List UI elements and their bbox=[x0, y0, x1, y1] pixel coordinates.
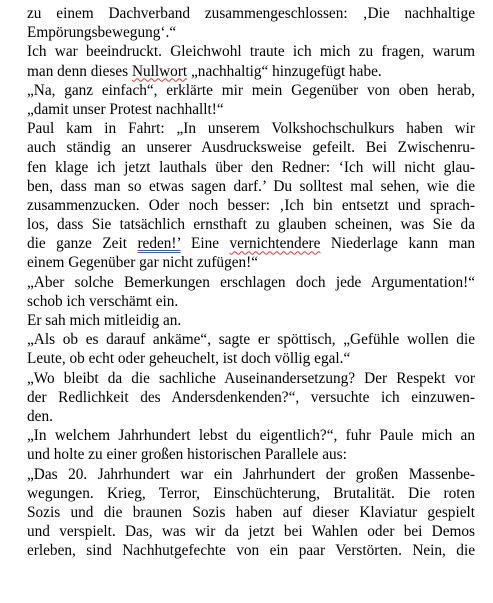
line-text: „Aber solche Bemerkungen erschlagen doch jede Argumentation!“ bbox=[27, 273, 475, 291]
line-text: Er sah mich mitleidig an. bbox=[27, 312, 182, 329]
text-line bbox=[27, 234, 475, 253]
text-line bbox=[27, 253, 475, 272]
line-text: Niederlage kann man bbox=[320, 235, 476, 253]
body-text bbox=[27, 4, 475, 560]
spelling-flagged-word: vernichtendere bbox=[229, 235, 321, 253]
line-text: fen klage ich jetzt lauthals über den Redner: ‘Ich will nicht glau- bbox=[27, 158, 475, 176]
line-text: den. bbox=[27, 407, 53, 425]
line-text: „Als ob es darauf ankäme“, sagte er spöttisch, „Gefühle wollen die bbox=[27, 331, 475, 349]
line-text: „In welchem Jahrhundert lebst du eigentlich?“, fuhr Paule mich an bbox=[27, 427, 475, 445]
text-line bbox=[27, 311, 475, 330]
text-line bbox=[27, 407, 475, 426]
text-line bbox=[27, 445, 475, 464]
text-line bbox=[27, 388, 475, 407]
text-line bbox=[27, 369, 475, 388]
text-line bbox=[27, 484, 475, 503]
line-text: die ganze Zeit bbox=[27, 235, 138, 253]
line-text: „damit unser Protest nachhallt!“ bbox=[27, 100, 224, 118]
line-text: los, dass Sie tatsächlich ernsthaft zu glauben scheinen, was Sie da bbox=[27, 216, 475, 234]
text-line bbox=[27, 177, 475, 196]
text-line bbox=[27, 62, 475, 81]
line-text: Paul kam in Fahrt: „In unserem Volkshochschulkurs haben wir bbox=[27, 120, 475, 138]
line-text: schob ich verschämt ein. bbox=[27, 292, 179, 310]
spelling-flagged-word: Nullwort bbox=[131, 62, 188, 80]
line-text: erleben, sind Nachhutgefechte von ein paar Verstörten. Nein, die bbox=[27, 542, 475, 560]
text-line bbox=[27, 503, 475, 522]
text-line bbox=[27, 42, 475, 61]
text-line bbox=[27, 349, 475, 368]
text-line bbox=[27, 330, 475, 349]
text-line bbox=[27, 292, 475, 311]
line-text: wegungen. Krieg, Terror, Einschüchterung, Brutalität. Die roten bbox=[27, 484, 475, 502]
text-line bbox=[27, 138, 475, 157]
text-line bbox=[27, 23, 475, 42]
line-text: man denn dieses bbox=[27, 62, 132, 80]
grammar-flagged-word: reden!’ bbox=[137, 235, 181, 253]
line-text: zu einem Dachverband zusammengeschlossen: ‚Die nachhaltige bbox=[27, 5, 475, 22]
text-line bbox=[27, 4, 475, 23]
line-text: Empörungsbewegung‘.“ bbox=[27, 24, 177, 42]
text-line bbox=[27, 541, 475, 560]
line-text: der Redlichkeit des Andersdenkenden?“, versuchte ich einzuwen- bbox=[27, 388, 475, 406]
text-line bbox=[27, 100, 475, 119]
text-line bbox=[27, 215, 475, 234]
line-text: „Na, ganz einfach“, erklärte mir mein Gegenüber von oben herab, bbox=[27, 81, 475, 99]
text-line bbox=[27, 522, 475, 541]
line-text: Ich war beeindruckt. Gleichwohl traute ich mich zu fragen, warum bbox=[27, 43, 475, 61]
line-text: „Wo bleibt da die sachliche Auseinandersetzung? Der Respekt vor bbox=[27, 369, 475, 387]
line-text: „Das 20. Jahrhundert war ein Jahrhundert der großen Massenbe- bbox=[27, 465, 475, 483]
text-line bbox=[27, 465, 475, 484]
line-text: einem Gegenüber gar nicht zufügen!“ bbox=[27, 254, 259, 272]
text-line bbox=[27, 119, 475, 138]
line-text: und verspielt. Das, was wir da jetzt bei Wahlen oder bei Demos bbox=[27, 523, 475, 541]
line-text: Sozis und die braunen Sozis haben auf dieser Klaviatur gespielt bbox=[27, 503, 475, 521]
line-text: und holte zu einer großen historischen Parallele aus: bbox=[27, 446, 347, 464]
line-text: Eine bbox=[180, 235, 230, 253]
line-text: zusammenzucken. Oder noch besser: ‚Ich bin entsetzt und sprach- bbox=[27, 196, 475, 214]
line-text: ben, dass man so etwas sagen darf.’ Du solltest mal sehen, wie die bbox=[27, 177, 475, 195]
text-line bbox=[27, 158, 475, 177]
text-line bbox=[27, 273, 475, 292]
text-line bbox=[27, 81, 475, 100]
line-text: Leute, ob echt oder geheuchelt, ist doch völlig egal.“ bbox=[27, 350, 351, 368]
text-line bbox=[27, 426, 475, 445]
line-text: „nachhaltig“ hinzugefügt habe. bbox=[187, 62, 382, 80]
line-text: auch ständig an unserer Ausdrucksweise gefeilt. Bei Zwischenru- bbox=[27, 139, 475, 157]
text-line bbox=[27, 196, 475, 215]
